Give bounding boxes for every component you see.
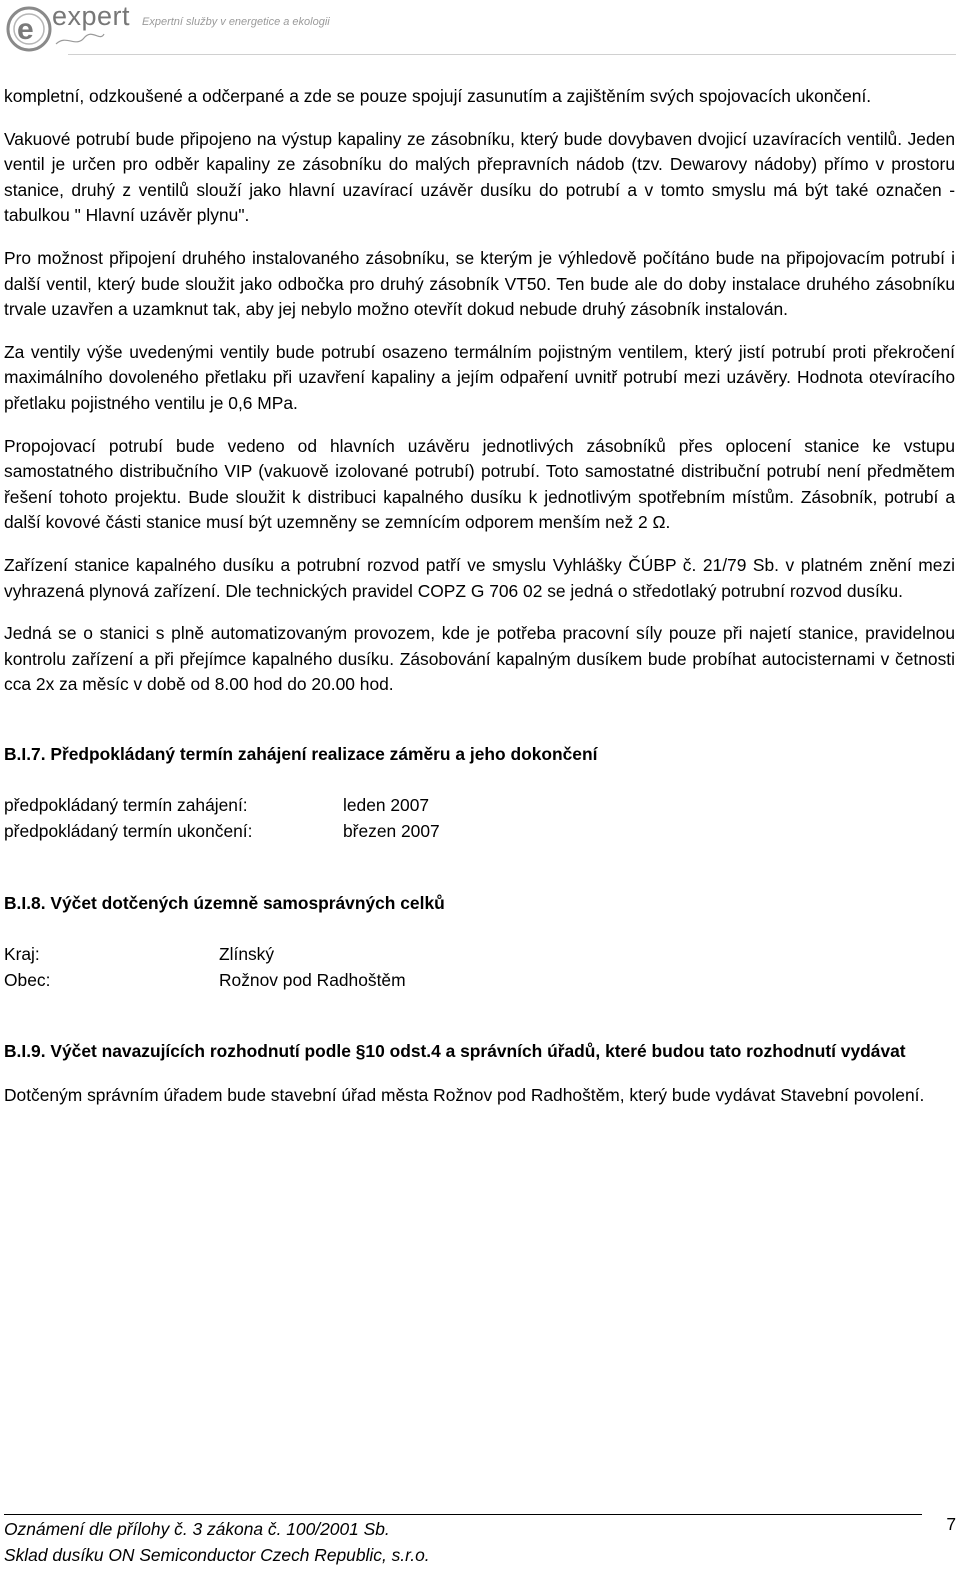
municipality-label: Obec:	[4, 969, 51, 990]
section-heading-b-i-9: B.I.9. Výčet navazujících rozhodnutí podle §10 odst.4 a správních úřadů, které budou tato rozhodnutí vydávat	[4, 1041, 906, 1062]
header-divider	[68, 54, 956, 55]
start-label: předpokládaný termín zahájení:	[4, 795, 248, 816]
end-value: březen 2007	[343, 821, 440, 842]
section-heading-b-i-8: B.I.8. Výčet dotčených územně samosprávných celků	[4, 892, 445, 913]
territory-table	[4, 942, 955, 993]
paragraph: Vakuové potrubí bude připojeno na výstup kapaliny ze zásobníku, který bude dovybaven dvojicí uzavíracích ventilů. Jeden ventil je určen pro odběr kapaliny ze zásobníku do malých přepravních nádob (tzv. Dewarovy nádoby) přímo v prostoru stanice, druhý z ventilů slouží jako hlavní uzavírací uzávěr dusíku do potrubí a v tomto smyslu má být také označen - tabulkou " Hlavní uzávěr plynu".	[4, 128, 955, 226]
logo-text: expert	[52, 1, 131, 31]
svg-text:e: e	[17, 13, 34, 46]
region-value: Zlínský	[219, 944, 275, 965]
municipality-value: Rožnov pod Radhoštěm	[219, 969, 406, 990]
document-body	[4, 84, 955, 1126]
footer-law-reference: Oznámení dle přílohy č. 3 zákona č. 100/2001 Sb.	[4, 1519, 390, 1539]
paragraph: Dotčeným správním úřadem bude stavební úřad města Rožnov pod Radhoštěm, který bude vydávat Stavební povolení.	[4, 1085, 925, 1106]
paragraph: Za ventily výše uvedenými ventily bude potrubí osazeno termálním pojistným ventilem, který jistí potrubí proti překročení maximálního dovoleného přetlaku při uzavření kapaliny a jejím odpaření uvnitř potrubí mezi uzávěry. Hodnota otevíracího přetlaku pojistného ventilu je 0,6 MPa.	[4, 341, 955, 413]
paragraph: Jedná se o stanici s plně automatizovaným provozem, kde je potřeba pracovní síly pouze při najetí stanice, pravidelnou kontrolu zařízení a při přejímce kapalného dusíku. Zásobování kapalným dusíkem bude probíhat autocisternami v četnosti cca 2x za měsíc v době od 8.00 hod do 20.00 hod.	[4, 623, 955, 695]
page-number: 7	[946, 1514, 956, 1534]
page-header	[4, 1, 956, 56]
paragraph: Zařízení stanice kapalného dusíku a potrubní rozvod patří ve smyslu Vyhlášky ČÚBP č. 21/79 Sb. v platném znění mezi vyhrazená plynová zařízení. Dle technických pravidel COPZ G 706 02 se jedná o středotlaký potrubní rozvod dusíku.	[4, 554, 955, 601]
region-label: Kraj:	[4, 944, 40, 965]
schedule-table	[4, 793, 955, 844]
footer-divider	[4, 1514, 922, 1515]
end-label: předpokládaný termín ukončení:	[4, 821, 253, 842]
footer-project-name: Sklad dusíku ON Semiconductor Czech Republic, s.r.o.	[4, 1545, 430, 1565]
header-tagline: Expertní služby v energetice a ekologii	[142, 16, 330, 28]
paragraph: Pro možnost připojení druhého instalovaného zásobníku, se kterým je výhledově počítáno bude na připojovacím potrubí i další ventil, který bude sloužit jako odbočka pro druhý zásobník VT50. Ten bude ale do doby instalace druhého zásobníku trvale uzavřen a uzamknut tak, aby jej nebylo možno otevřít dokud nebude druhý zásobník instalován.	[4, 247, 955, 320]
paragraph: Propojovací potrubí bude vedeno od hlavních uzávěru jednotlivých zásobníků přes oplocení stanice ke vstupu samostatného distribučního VIP (vakuově izolované potrubí) potrubí. Toto samostatné distribuční potrubí není předmětem řešení tohoto projektu. Bude sloužit k distribuci kapalného dusíku k jednotlivým spotřebním místům. Zásobník, potrubí a další kovové části stanice musí být uzemněny se zemnícím odporem menším než 2 Ω.	[4, 435, 955, 533]
section-heading-b-i-7: B.I.7. Předpokládaný termín zahájení realizace záměru a jeho dokončení	[4, 743, 598, 764]
start-value: leden 2007	[343, 795, 430, 816]
paragraph: kompletní, odzkoušené a odčerpané a zde se pouze spojují zasunutím a zajištěním svých spojovacích ukončení.	[4, 86, 872, 106]
